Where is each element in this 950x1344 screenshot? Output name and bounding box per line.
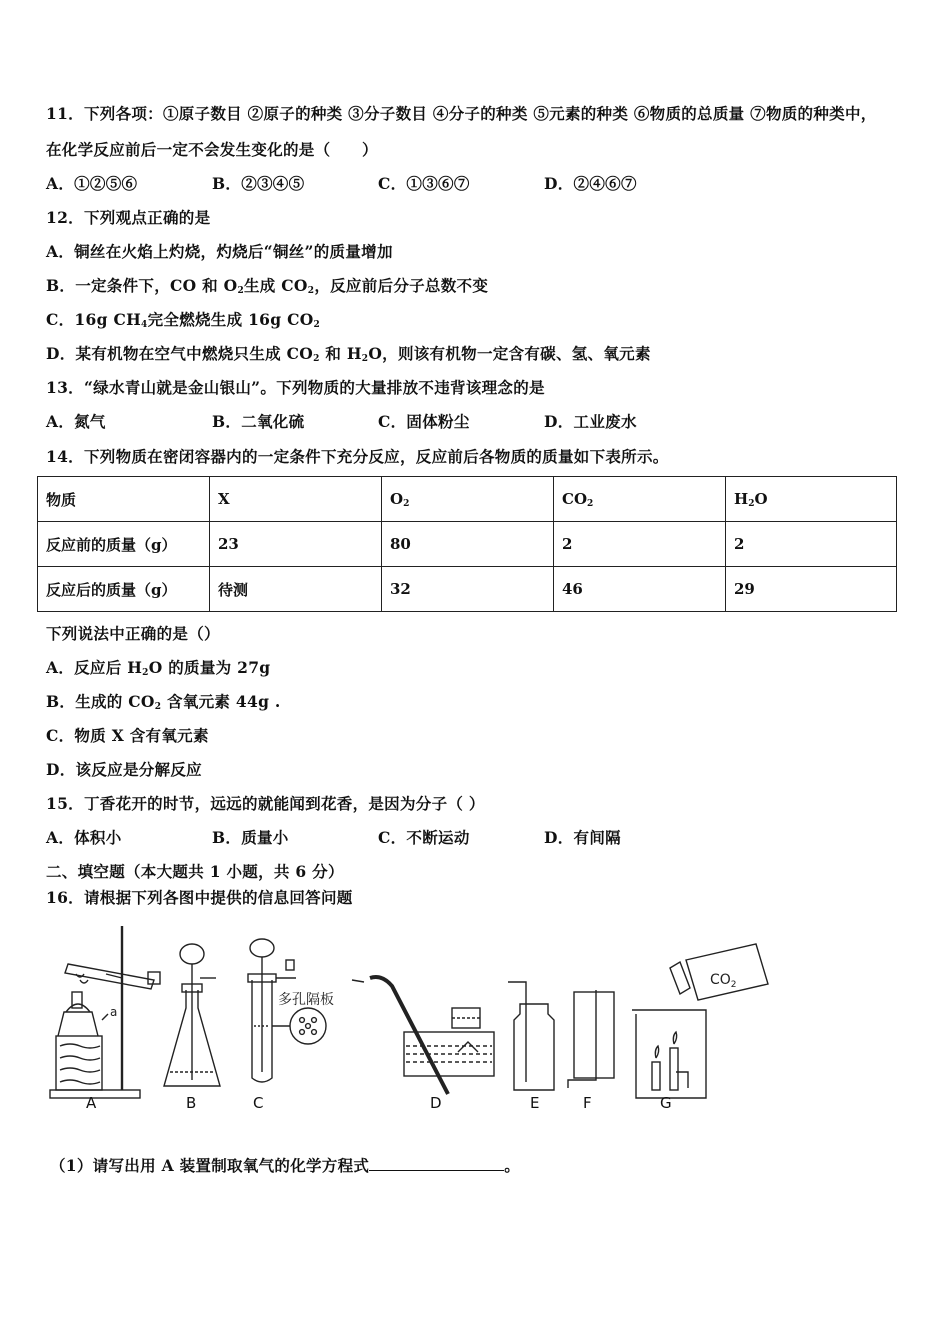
- q14-b-text: 含氧元素 44g .: [161, 692, 281, 711]
- table-header-sub: 2: [748, 498, 755, 509]
- q14-a-sub: 2: [142, 668, 149, 678]
- q12-b-sub: 2: [307, 286, 315, 296]
- q13-option-c: C．固体粉尘: [378, 412, 470, 431]
- q15-option-a: A．体积小: [46, 828, 122, 847]
- q12-b-text: ，反应前后分子总数不变: [314, 276, 489, 295]
- lab-apparatus-figure: [40, 922, 780, 1122]
- q14-stem: 14．下列物质在密闭容器内的一定条件下充分反应，反应前后各物质的质量如下表所示。: [46, 447, 669, 466]
- q12-b-text: 生成 CO: [244, 276, 308, 295]
- apparatus-d: [352, 977, 494, 1094]
- q11-options: [46, 172, 637, 194]
- q15-stem: 15．丁香花开的时节，远远的就能闻到花香，是因为分子（ ）: [46, 794, 485, 813]
- q13-option-d: D．工业废水: [544, 412, 637, 431]
- q12-d-sub: 2: [313, 354, 320, 364]
- q12-b-text: B．一定条件下，CO 和 O: [46, 276, 238, 295]
- q12-option-a: A．铜丝在火焰上灼烧，灼烧后“铜丝”的质量增加: [46, 242, 393, 261]
- figure-label-g: G: [660, 1094, 672, 1112]
- q15-options: [46, 826, 621, 848]
- table-header-text: H: [734, 489, 749, 508]
- table-header-text: X: [218, 490, 230, 508]
- q14-a-text: A．反应后 H: [46, 658, 143, 677]
- table-header-text: O: [754, 489, 768, 508]
- q16-part1: [50, 1154, 520, 1176]
- table-cell: 32: [382, 567, 554, 612]
- q13-option-b: B．二氧化硫: [212, 412, 305, 431]
- figure-label-c: C: [253, 1094, 264, 1112]
- q12-stem: 12．下列观点正确的是: [46, 208, 211, 227]
- q14-b-text: B．生成的 CO: [46, 692, 155, 711]
- label-a-small: a: [110, 1005, 118, 1019]
- table-header-sub: 2: [587, 498, 594, 509]
- figure-label-b: B: [186, 1094, 197, 1112]
- figure-label-e: E: [530, 1094, 540, 1112]
- table-cell: 反应后的质量（g）: [38, 567, 210, 612]
- q13-option-a: A．氮气: [46, 412, 106, 431]
- table-header-sub: 2: [403, 498, 410, 509]
- table-cell: 反应前的质量（g）: [38, 522, 210, 567]
- q12-d-text: 和 H: [319, 344, 362, 363]
- apparatus-a: [50, 926, 160, 1098]
- q12-c-sub: 4: [141, 320, 148, 330]
- table-cell: 23: [210, 522, 382, 567]
- figure-label-a: A: [86, 1094, 97, 1112]
- q14-option-c: C．物质 X 含有氧元素: [46, 726, 209, 745]
- table-row: [38, 567, 897, 612]
- q12-c-text: 完全燃烧生成 16g CO: [147, 310, 314, 329]
- q11-option-c: C．①③⑥⑦: [378, 174, 470, 193]
- table-header-cell: [726, 477, 897, 522]
- table-row: [38, 522, 897, 567]
- q15-option-b: B．质量小: [212, 828, 289, 847]
- q13-options: [46, 410, 637, 432]
- q11-stem-line1: 11．下列各项：①原子数目 ②原子的种类 ③分子数目 ④分子的种类 ⑤元素的种类 ⑥物质的总质量 ⑦物质的种类中，: [46, 104, 877, 123]
- q16-part1-text: （1）请写出用 A 装置制取氧气的化学方程式: [50, 1156, 370, 1175]
- co2-bottle-label: [710, 972, 737, 990]
- q16-stem: 16．请根据下列各图中提供的信息回答问题: [46, 888, 353, 907]
- table-header-text: O: [390, 489, 404, 508]
- q12-d-sub: 2: [361, 354, 369, 364]
- q11-option-d: D．②④⑥⑦: [544, 174, 637, 193]
- co2-sub: 2: [730, 980, 737, 990]
- q12-d-text: D．某有机物在空气中燃烧只生成 CO: [46, 344, 314, 363]
- table-cell: 2: [726, 522, 897, 567]
- q14-sub-stem: 下列说法中正确的是（）: [46, 624, 220, 643]
- figure-label-f: F: [583, 1094, 592, 1112]
- q13-stem: 13．“绿水青山就是金山银山”。下列物质的大量排放不违背该理念的是: [46, 378, 545, 397]
- table-cell: 29: [726, 567, 897, 612]
- table-cell: 待测: [210, 567, 382, 612]
- table-header-cell: [38, 477, 210, 522]
- table-header-row: [38, 477, 897, 522]
- co2-text: CO: [710, 972, 731, 988]
- q12-c-text: C．16g CH: [46, 310, 142, 329]
- table-cell: 2: [554, 522, 726, 567]
- q12-d-text: O，则该有机物一定含有碳、氢、氧元素: [368, 344, 651, 363]
- apparatus-g: [632, 944, 768, 1098]
- apparatus-b: [164, 944, 220, 1086]
- table-header-cell: [382, 477, 554, 522]
- q12-c-sub: 2: [313, 320, 321, 330]
- table-header-text: CO: [562, 489, 588, 508]
- q11-stem-line2: 在化学反应前后一定不会发生变化的是（ ）: [46, 140, 378, 159]
- apparatus-c: [248, 939, 326, 1082]
- q12-b-sub: 2: [237, 286, 244, 296]
- apparatus-e: [508, 982, 554, 1090]
- table-header-text: 物质: [46, 490, 77, 509]
- q14-option-a: [46, 656, 270, 678]
- porous-plate-label: 多孔隔板: [278, 992, 334, 1008]
- q14-b-sub: 2: [154, 702, 162, 712]
- q11-option-b: B．②③④⑤: [212, 174, 305, 193]
- apparatus-f: [568, 990, 614, 1088]
- q15-option-c: C．不断运动: [378, 828, 470, 847]
- q11-option-a: A．①②⑤⑥: [46, 174, 138, 193]
- q12-option-d: [46, 342, 651, 364]
- table-cell: 46: [554, 567, 726, 612]
- q14-option-b: [46, 690, 281, 712]
- section-title: 二、填空题（本大题共 1 小题，共 6 分）: [46, 862, 344, 881]
- q14-option-d: D．该反应是分解反应: [46, 760, 202, 779]
- q12-option-b: [46, 274, 488, 296]
- q15-option-d: D．有间隔: [544, 828, 621, 847]
- q12-option-c: [46, 308, 320, 330]
- q16-part1-end: 。: [504, 1156, 521, 1175]
- q14-mass-table: [37, 476, 897, 612]
- table-header-cell: [554, 477, 726, 522]
- q14-a-text: O 的质量为 27g: [148, 658, 271, 677]
- answer-blank[interactable]: [369, 1156, 504, 1171]
- table-header-cell: [210, 477, 382, 522]
- figure-label-d: D: [430, 1094, 442, 1112]
- table-cell: 80: [382, 522, 554, 567]
